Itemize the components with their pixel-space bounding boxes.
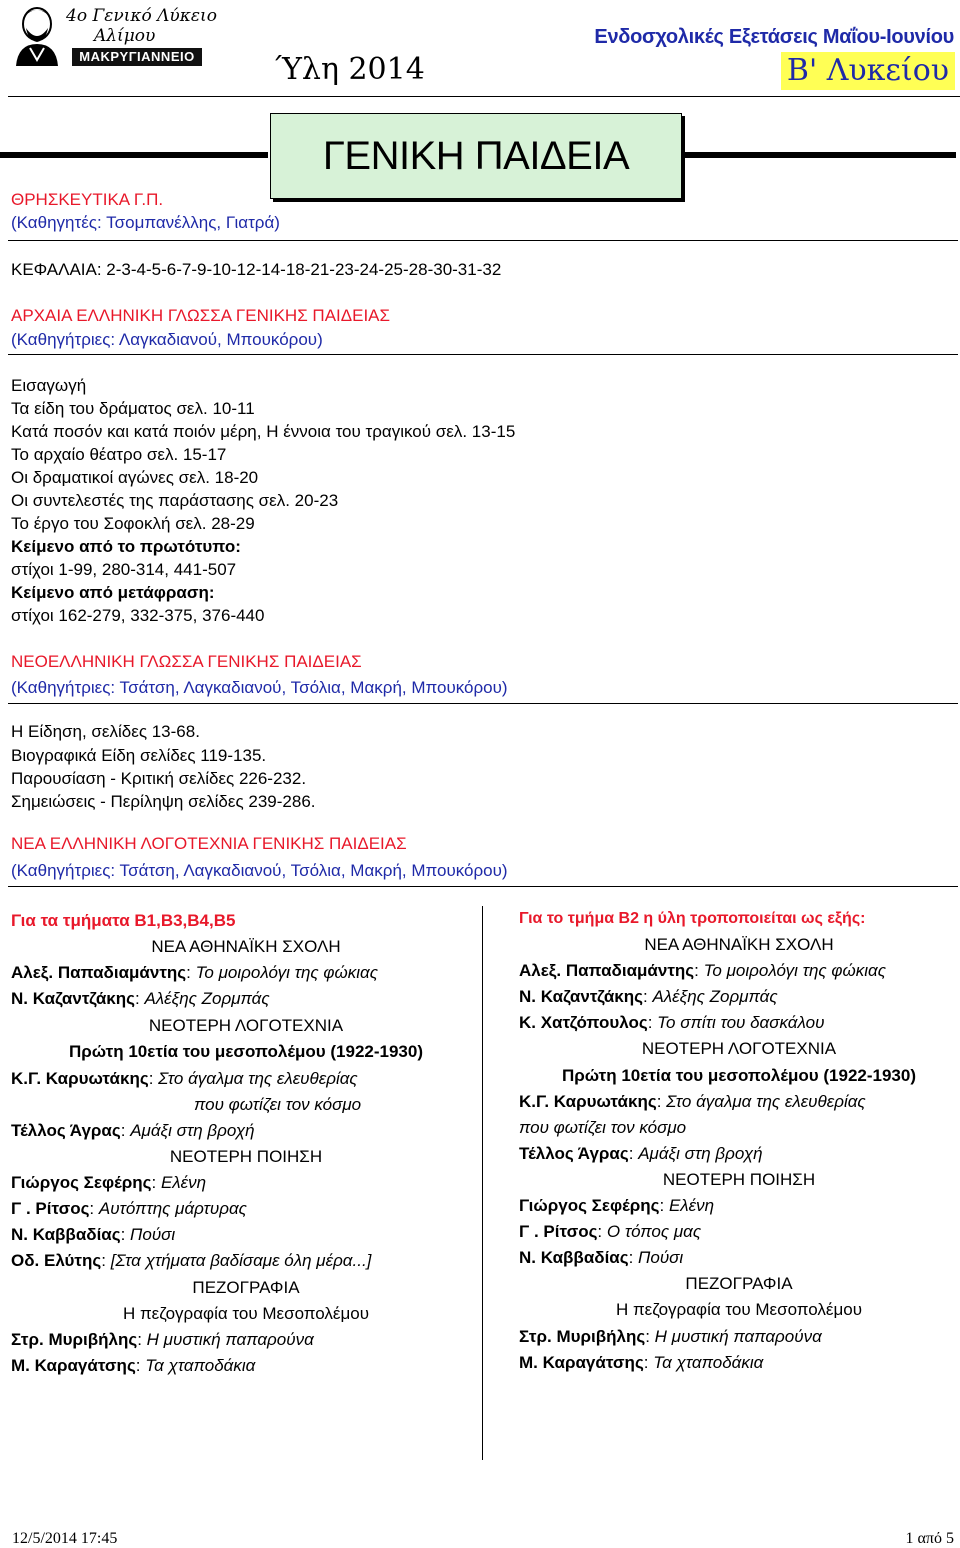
topic-item: Οι δραματικοί αγώνες σελ. 18-20 <box>11 468 259 487</box>
right-school-heading: ΠΕΖΟΓΡΑΦΙΑ <box>685 1274 793 1293</box>
logo-school-line1: 4ο Γενικό Λύκειο <box>66 6 217 26</box>
right-work-entry: Αλεξ. Παπαδιαμάντης: Το μοιρολόγι της φώκιας <box>519 961 886 980</box>
right-prose-heading: Η πεζογραφία του Μεσοπολέμου <box>615 1300 863 1319</box>
left-work-entry: Τέλλος Άγρας: Αμάξι στη βροχή <box>11 1121 255 1140</box>
right-work-entry: Ν. Καββαδίας: Πούσι <box>519 1248 684 1267</box>
footer-timestamp: 12/5/2014 17:45 <box>12 1530 118 1547</box>
section-title: ΓΕΝΙΚΗ ΠΑΙΔΕΙΑ <box>322 134 630 178</box>
class-badge: Β' Λυκείου <box>781 52 955 90</box>
modern-greek-item: Βιογραφικά Είδη σελίδες 119-135. <box>11 746 267 765</box>
footer-page-number: 1 από 5 <box>905 1530 954 1547</box>
modern-greek-teachers: (Καθηγήτριες: Τσάτση, Λαγκαδιανού, Τσόλια, Μακρή, Μπουκόρου) <box>11 678 508 697</box>
left-school-heading: ΝΕΟΤΕΡΗ ΛΟΓΟΤΕΧΝΙΑ <box>148 1016 344 1035</box>
left-column-heading: Για τα τμήματα Β1,Β3,Β4,Β5 <box>11 911 236 930</box>
translation-lines: στίχοι 162-279, 332-375, 376-440 <box>11 606 265 625</box>
left-work-entry: Κ.Γ. Καρυωτάκης: Στο άγαλμα της ελευθερίας <box>11 1069 358 1088</box>
literature-title: ΝΕΑ ΕΛΛΗΝΙΚΗ ΛΟΓΟΤΕΧΝΙΑ ΓΕΝΙΚΗΣ ΠΑΙΔΕΙΑΣ <box>11 834 407 853</box>
ancient-greek-teachers: (Καθηγήτριες: Λαγκαδιανού, Μπουκόρου) <box>11 330 323 349</box>
column-divider <box>482 906 483 1460</box>
modern-greek-item: Η Είδηση, σελίδες 13-68. <box>11 722 200 741</box>
right-column-heading: Για το τμήμα Β2 η ύλη τροποποιείται ως εξής: <box>519 910 866 927</box>
left-work-entry: Στρ. Μυριβήλης: Η μυστική παπαρούνα <box>11 1330 314 1349</box>
left-work-entry: Γιώργος Σεφέρης: Ελένη <box>11 1173 207 1192</box>
topic-item: Οι συντελεστές της παράστασης σελ. 20-23 <box>11 491 339 510</box>
translation-label: Κείμενο από μετάφραση: <box>11 583 215 602</box>
left-school-heading: ΝΕΟΤΕΡΗ ΠΟΙΗΣΗ <box>169 1147 323 1166</box>
ancient-greek-intro: Εισαγωγή <box>11 376 87 395</box>
religion-title: ΘΡΗΣΚΕΥΤΙΚΑ Γ.Π. <box>11 190 164 209</box>
right-work-entry: Μ. Καραγάτσης: Τα χταποδάκια <box>519 1353 764 1372</box>
right-school-heading: ΝΕΟΤΕΡΗ ΛΟΓΟΤΕΧΝΙΑ <box>641 1039 837 1058</box>
literature-teachers: (Καθηγήτριες: Τσάτση, Λαγκαδιανού, Τσόλια, Μακρή, Μπουκόρου) <box>11 861 508 880</box>
left-decade-heading: Πρώτη 10ετία του μεσοπολέμου (1922-1930) <box>68 1042 424 1061</box>
title-rule-left <box>0 152 268 158</box>
religion-chapters: ΚΕΦΑΛΑΙΑ: 2-3-4-5-6-7-9-10-12-14-18-21-23-24-25-28-30-31-32 <box>11 260 502 279</box>
school-logo <box>10 4 217 66</box>
logo-school-name: ΜΑΚΡΥΓΙΑΝΝΕΙΟ <box>72 48 202 66</box>
left-work-entry: Μ. Καραγάτσης: Τα χταποδάκια <box>11 1356 256 1375</box>
modern-greek-title: ΝΕΟΕΛΛΗΝΙΚΗ ΓΛΩΣΣΑ ΓΕΝΙΚΗΣ ΠΑΙΔΕΙΑΣ <box>11 652 362 671</box>
exam-period: Ενδοσχολικές Εξετάσεις Μαΐου-Ιουνίου <box>594 26 954 48</box>
modern-greek-item: Σημειώσεις - Περίληψη σελίδες 239-286. <box>11 792 316 811</box>
header-divider <box>8 96 960 97</box>
right-school-heading: ΝΕΟΤΕΡΗ ΠΟΙΗΣΗ <box>662 1170 816 1189</box>
divider <box>8 886 958 887</box>
left-work-continuation: που φωτίζει τον κόσμο <box>194 1095 362 1114</box>
right-school-heading: ΝΕΑ ΑΘΗΝΑΪΚΗ ΣΧΟΛΗ <box>644 935 834 954</box>
modern-greek-item: Παρουσίαση - Κριτική σελίδες 226-232. <box>11 769 307 788</box>
left-work-entry: Αλεξ. Παπαδιαμάντης: Το μοιρολόγι της φώκιας <box>11 963 378 982</box>
right-work-entry: Κ. Χατζόπουλος: Το σπίτι του δασκάλου <box>519 1013 825 1032</box>
religion-teachers: (Καθηγητές: Τσομπανέλλης, Γιατρά) <box>11 213 280 232</box>
right-work-entry: Γ . Ρίτσος: Ο τόπος μας <box>519 1222 702 1241</box>
title-rule-right <box>684 152 956 158</box>
topic-item: Τα είδη του δράματος σελ. 10-11 <box>11 399 255 418</box>
right-work-entry: Κ.Γ. Καρυωτάκης: Στο άγαλμα της ελευθερίας <box>519 1092 866 1111</box>
left-work-entry: Γ . Ρίτσος: Αυτόπτης μάρτυρας <box>11 1199 247 1218</box>
right-work-entry: Γιώργος Σεφέρης: Ελένη <box>519 1196 715 1215</box>
left-school-heading: ΝΕΑ ΑΘΗΝΑΪΚΗ ΣΧΟΛΗ <box>151 937 341 956</box>
left-prose-heading: Η πεζογραφία του Μεσοπολέμου <box>122 1304 370 1323</box>
section-title-box <box>270 113 682 199</box>
left-work-entry: Ν. Καζαντζάκης: Αλέξης Ζορμπάς <box>11 989 270 1008</box>
page-title: Ύλη 2014 <box>275 52 425 87</box>
divider <box>8 703 958 704</box>
original-text-label: Κείμενο από το πρωτότυπο: <box>11 537 241 556</box>
topic-item: Το έργο του Σοφοκλή σελ. 28-29 <box>11 514 255 533</box>
left-work-entry: Ν. Καββαδίας: Πούσι <box>11 1225 176 1244</box>
ancient-greek-title: ΑΡΧΑΙΑ ΕΛΛΗΝΙΚΗ ΓΛΩΣΣΑ ΓΕΝΙΚΗΣ ΠΑΙΔΕΙΑΣ <box>11 306 391 325</box>
right-work-entry: Στρ. Μυριβήλης: Η μυστική παπαρούνα <box>519 1327 822 1346</box>
right-work-entry: Ν. Καζαντζάκης: Αλέξης Ζορμπάς <box>519 987 778 1006</box>
topic-item: Το αρχαίο θέατρο σελ. 15-17 <box>11 445 227 464</box>
left-school-heading: ΠΕΖΟΓΡΑΦΙΑ <box>192 1278 300 1297</box>
right-work-entry: Τέλλος Άγρας: Αμάξι στη βροχή <box>519 1144 763 1163</box>
right-work-continuation: που φωτίζει τον κόσμο <box>519 1118 687 1137</box>
divider <box>8 240 958 241</box>
original-text-lines: στίχοι 1-99, 280-314, 441-507 <box>11 560 237 579</box>
topic-item: Κατά ποσόν και κατά ποιόν μέρη, Η έννοια του τραγικού σελ. 13-15 <box>11 422 516 441</box>
scholar-portrait-icon <box>10 4 64 66</box>
right-decade-heading: Πρώτη 10ετία του μεσοπολέμου (1922-1930) <box>561 1066 917 1085</box>
logo-school-line2: Αλίμου <box>94 26 156 46</box>
left-work-entry: Οδ. Ελύτης: [Στα χτήματα βαδίσαμε όλη μέρα...] <box>11 1251 372 1270</box>
divider <box>8 354 958 355</box>
